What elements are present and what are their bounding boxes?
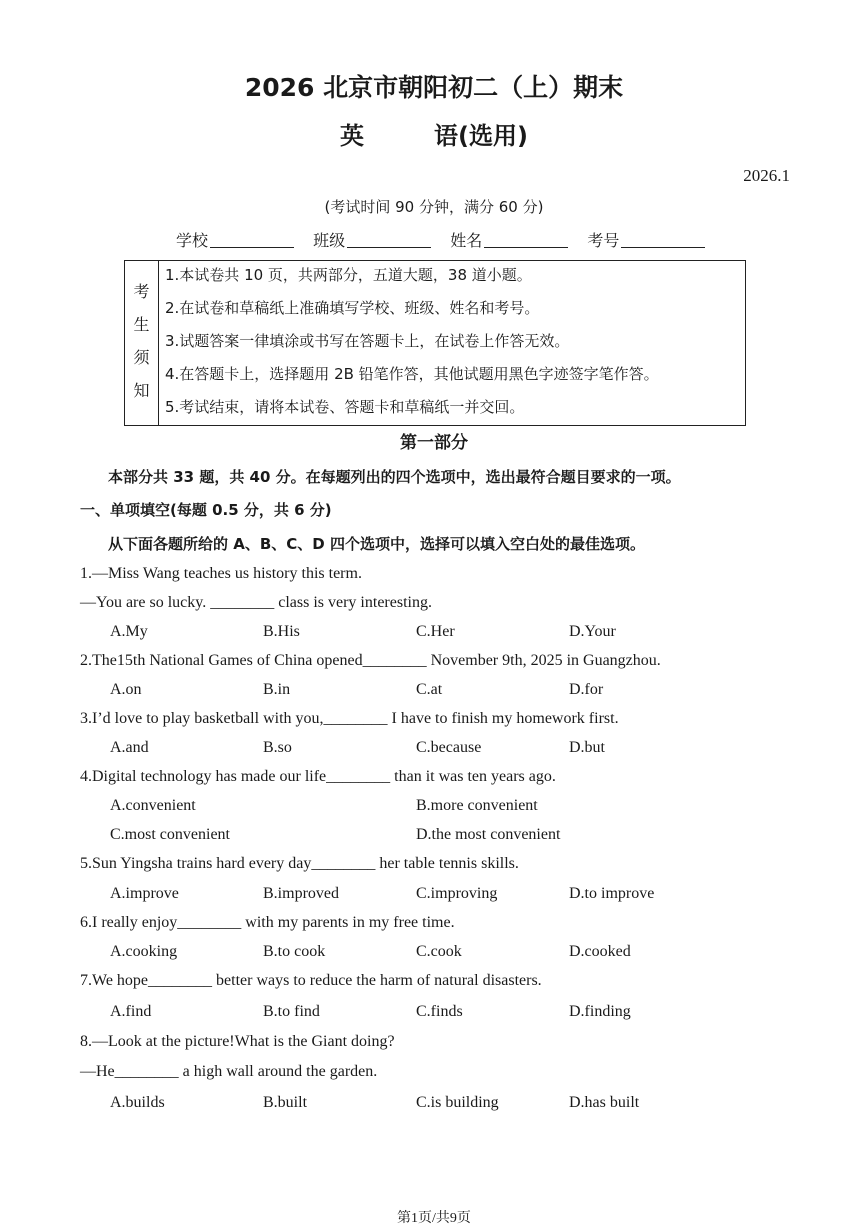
- option-d[interactable]: D.but: [569, 739, 605, 756]
- notice-side-label: [125, 261, 159, 425]
- option-d[interactable]: D.finding: [569, 1003, 631, 1020]
- side-char: 知: [133, 381, 150, 400]
- blank-line[interactable]: [484, 247, 568, 248]
- field-label: 考号: [587, 231, 620, 250]
- time-info: (考试时间 90 分钟，满分 60 分): [324, 198, 544, 216]
- blank-line[interactable]: [210, 247, 294, 248]
- blank-line[interactable]: [347, 247, 431, 248]
- option-b[interactable]: B.built: [263, 1094, 308, 1111]
- option-b[interactable]: B.His: [263, 623, 300, 640]
- option-c[interactable]: C.at: [416, 681, 443, 698]
- exam-title: 2026 北京市朝阳初二（上）期末: [244, 73, 624, 102]
- option-d[interactable]: D.Your: [569, 623, 616, 640]
- part-title: 第一部分: [400, 433, 468, 453]
- side-char: 须: [133, 348, 150, 367]
- question-text: 4.Digital technology has made our life________ than it was ten years ago.: [80, 768, 556, 785]
- option-d[interactable]: D.has built: [569, 1094, 640, 1111]
- option-c[interactable]: C.most convenient: [110, 826, 230, 843]
- side-char: 生: [133, 315, 150, 334]
- question-text: 6.I really enjoy________ with my parents in my free time.: [80, 914, 455, 931]
- option-b[interactable]: B.to find: [263, 1003, 320, 1020]
- option-b[interactable]: B.in: [263, 681, 291, 698]
- field-label: 学校: [176, 231, 209, 250]
- part-intro: 本部分共 33 题，共 40 分。在每题列出的四个选项中，选出最符合题目要求的一项。: [108, 468, 681, 486]
- option-d[interactable]: D.the most convenient: [416, 826, 561, 843]
- notice-item: 4.在答题卡上，选择题用 2B 铅笔作答，其他试题用黑色字迹签字笔作答。: [165, 365, 659, 383]
- option-a[interactable]: A.builds: [110, 1094, 165, 1111]
- option-c[interactable]: C.improving: [416, 885, 498, 902]
- field-class: [313, 231, 431, 250]
- question-text: 2.The15th National Games of China opened________ November 9th, 2025 in Guangzhou.: [80, 652, 661, 669]
- option-c[interactable]: C.because: [416, 739, 482, 756]
- side-char: 考: [133, 282, 150, 301]
- question-text: 5.Sun Yingsha trains hard every day________ her table tennis skills.: [80, 855, 519, 872]
- option-a[interactable]: A.cooking: [110, 943, 178, 960]
- option-a[interactable]: A.improve: [110, 885, 179, 902]
- notice-item: 3.试题答案一律填涂或书写在答题卡上，在试卷上作答无效。: [165, 332, 570, 350]
- option-d[interactable]: D.to improve: [569, 885, 655, 902]
- question-text: 8.—Look at the picture!What is the Giant doing?: [80, 1033, 395, 1050]
- blank-line[interactable]: [621, 247, 705, 248]
- page-footer: 第1页/共9页: [397, 1211, 471, 1226]
- field-label: 姓名: [450, 231, 483, 250]
- option-d[interactable]: D.for: [569, 681, 604, 698]
- notice-item: 1.本试卷共 10 页，共两部分，五道大题，38 道小题。: [165, 266, 532, 284]
- question-text: 7.We hope________ better ways to reduce the harm of natural disasters.: [80, 972, 542, 989]
- field-label: 班级: [313, 231, 346, 250]
- subject-part1: 英: [340, 122, 365, 150]
- option-c[interactable]: C.finds: [416, 1003, 463, 1020]
- option-c[interactable]: C.is building: [416, 1094, 499, 1111]
- question-text: —He________ a high wall around the garden.: [80, 1063, 378, 1080]
- field-name: [450, 231, 568, 250]
- notice-item: 5.考试结束，请将本试卷、答题卡和草稿纸一并交回。: [165, 398, 525, 416]
- option-b[interactable]: B.so: [263, 739, 292, 756]
- notice-item: 2.在试卷和草稿纸上准确填写学校、班级、姓名和考号。: [165, 299, 540, 317]
- option-c[interactable]: C.cook: [416, 943, 462, 960]
- field-school: [176, 231, 294, 250]
- option-b[interactable]: B.improved: [263, 885, 339, 902]
- option-a[interactable]: A.on: [110, 681, 142, 698]
- option-d[interactable]: D.cooked: [569, 943, 631, 960]
- option-a[interactable]: A.convenient: [110, 797, 196, 814]
- option-a[interactable]: A.My: [110, 623, 148, 640]
- student-info-fields: [176, 228, 719, 251]
- option-a[interactable]: A.and: [110, 739, 149, 756]
- exam-date: 2026.1: [743, 166, 790, 185]
- option-a[interactable]: A.find: [110, 1003, 152, 1020]
- option-b[interactable]: B.more convenient: [416, 797, 538, 814]
- question-text: 1.—Miss Wang teaches us history this term.: [80, 565, 362, 582]
- section-instruction: 从下面各题所给的 A、B、C、D 四个选项中，选择可以填入空白处的最佳选项。: [108, 535, 645, 553]
- section-title: 一、单项填空(每题 0.5 分，共 6 分): [80, 501, 332, 519]
- field-exam-number: [587, 231, 705, 250]
- candidate-notice-box: [124, 260, 746, 426]
- option-c[interactable]: C.Her: [416, 623, 455, 640]
- question-text: 3.I’d love to play basketball with you,________ I have to finish my homework first.: [80, 710, 619, 727]
- subject-part2: 语(选用): [434, 122, 528, 150]
- option-b[interactable]: B.to cook: [263, 943, 326, 960]
- subject-title: [0, 116, 868, 151]
- question-text: —You are so lucky. ________ class is very interesting.: [80, 594, 432, 611]
